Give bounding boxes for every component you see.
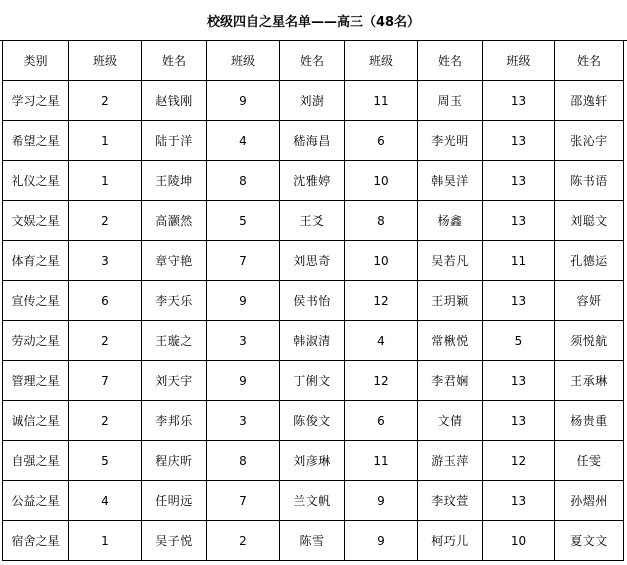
header-name: 姓名 — [555, 41, 624, 81]
class-cell: 11 — [345, 81, 418, 121]
class-cell: 12 — [345, 361, 418, 401]
name-cell: 刘天宇 — [142, 361, 207, 401]
category-cell: 学习之星 — [3, 81, 69, 121]
class-cell: 8 — [345, 201, 418, 241]
header-class: 班级 — [207, 41, 280, 81]
name-cell: 夏文文 — [555, 521, 624, 561]
name-cell: 程庆昕 — [142, 441, 207, 481]
class-cell: 5 — [69, 441, 142, 481]
name-cell: 任雯 — [555, 441, 624, 481]
name-cell: 李邦乐 — [142, 401, 207, 441]
class-cell: 13 — [483, 401, 555, 441]
class-cell: 1 — [69, 161, 142, 201]
class-cell: 13 — [483, 161, 555, 201]
class-cell: 13 — [483, 201, 555, 241]
name-cell: 吴子悦 — [142, 521, 207, 561]
category-cell: 公益之星 — [3, 481, 69, 521]
name-cell: 李光明 — [418, 121, 483, 161]
class-cell: 9 — [207, 81, 280, 121]
table-row — [3, 321, 624, 361]
class-cell: 1 — [69, 121, 142, 161]
table-header-row — [3, 41, 624, 81]
header-class: 班级 — [69, 41, 142, 81]
name-cell: 柯巧儿 — [418, 521, 483, 561]
class-cell: 6 — [345, 401, 418, 441]
name-cell: 侯书怡 — [280, 281, 345, 321]
name-cell: 王爻 — [280, 201, 345, 241]
class-cell: 10 — [345, 241, 418, 281]
class-cell: 8 — [207, 441, 280, 481]
class-cell: 7 — [69, 361, 142, 401]
name-cell: 陈俊文 — [280, 401, 345, 441]
class-cell: 9 — [345, 481, 418, 521]
class-cell: 2 — [207, 521, 280, 561]
class-cell: 4 — [345, 321, 418, 361]
header-class: 班级 — [345, 41, 418, 81]
name-cell: 李君娴 — [418, 361, 483, 401]
name-cell: 王陵坤 — [142, 161, 207, 201]
class-cell: 2 — [69, 321, 142, 361]
name-cell: 韩昊洋 — [418, 161, 483, 201]
name-cell: 须悦航 — [555, 321, 624, 361]
header-name: 姓名 — [418, 41, 483, 81]
name-cell: 周玉 — [418, 81, 483, 121]
table-row — [3, 281, 624, 321]
name-cell: 李玟萱 — [418, 481, 483, 521]
class-cell: 9 — [345, 521, 418, 561]
table-row — [3, 81, 624, 121]
table-row — [3, 161, 624, 201]
name-cell: 王璇之 — [142, 321, 207, 361]
table-row — [3, 121, 624, 161]
name-cell: 陈书语 — [555, 161, 624, 201]
category-cell: 管理之星 — [3, 361, 69, 401]
class-cell: 12 — [345, 281, 418, 321]
table-row — [3, 361, 624, 401]
name-cell: 游玉萍 — [418, 441, 483, 481]
name-cell: 任明远 — [142, 481, 207, 521]
name-cell: 王承琳 — [555, 361, 624, 401]
name-cell: 杨贵重 — [555, 401, 624, 441]
name-cell: 张沁宇 — [555, 121, 624, 161]
class-cell: 1 — [69, 521, 142, 561]
name-cell: 孙熠州 — [555, 481, 624, 521]
category-cell: 文娱之星 — [3, 201, 69, 241]
name-cell: 高灏然 — [142, 201, 207, 241]
category-cell: 体育之星 — [3, 241, 69, 281]
class-cell: 7 — [207, 481, 280, 521]
category-cell: 诚信之星 — [3, 401, 69, 441]
category-cell: 自强之星 — [3, 441, 69, 481]
class-cell: 6 — [345, 121, 418, 161]
class-cell: 13 — [483, 81, 555, 121]
class-cell: 3 — [69, 241, 142, 281]
class-cell: 3 — [207, 321, 280, 361]
name-cell: 李天乐 — [142, 281, 207, 321]
header-name: 姓名 — [142, 41, 207, 81]
name-cell: 韩淑清 — [280, 321, 345, 361]
class-cell: 4 — [207, 121, 280, 161]
name-cell: 容妍 — [555, 281, 624, 321]
header-class: 班级 — [483, 41, 555, 81]
class-cell: 13 — [483, 281, 555, 321]
name-cell: 赵钱刚 — [142, 81, 207, 121]
name-cell: 嵇海昌 — [280, 121, 345, 161]
name-cell: 文倩 — [418, 401, 483, 441]
category-cell: 礼仪之星 — [3, 161, 69, 201]
name-cell: 陆于洋 — [142, 121, 207, 161]
class-cell: 3 — [207, 401, 280, 441]
name-cell: 常楸悦 — [418, 321, 483, 361]
name-cell: 章守艳 — [142, 241, 207, 281]
header-category: 类别 — [3, 41, 69, 81]
category-cell: 宿舍之星 — [3, 521, 69, 561]
class-cell: 13 — [483, 121, 555, 161]
class-cell: 10 — [483, 521, 555, 561]
table-row — [3, 401, 624, 441]
table-row — [3, 441, 624, 481]
category-cell: 劳动之星 — [3, 321, 69, 361]
class-cell: 2 — [69, 81, 142, 121]
class-cell: 11 — [483, 241, 555, 281]
name-cell: 邵逸轩 — [555, 81, 624, 121]
table-row — [3, 201, 624, 241]
name-cell: 陈雪 — [280, 521, 345, 561]
name-cell: 刘聪文 — [555, 201, 624, 241]
category-cell: 希望之星 — [3, 121, 69, 161]
name-cell: 孔德运 — [555, 241, 624, 281]
class-cell: 9 — [207, 361, 280, 401]
table-row — [3, 521, 624, 561]
class-cell: 5 — [207, 201, 280, 241]
stars-table — [2, 40, 624, 561]
class-cell: 10 — [345, 161, 418, 201]
class-cell: 2 — [69, 201, 142, 241]
name-cell: 刘思奇 — [280, 241, 345, 281]
name-cell: 丁俐文 — [280, 361, 345, 401]
class-cell: 2 — [69, 401, 142, 441]
class-cell: 5 — [483, 321, 555, 361]
class-cell: 11 — [345, 441, 418, 481]
class-cell: 12 — [483, 441, 555, 481]
name-cell: 刘彦琳 — [280, 441, 345, 481]
table-row — [3, 241, 624, 281]
class-cell: 13 — [483, 481, 555, 521]
name-cell: 吴若凡 — [418, 241, 483, 281]
class-cell: 6 — [69, 281, 142, 321]
class-cell: 13 — [483, 361, 555, 401]
table-row — [3, 481, 624, 521]
name-cell: 王玥颖 — [418, 281, 483, 321]
class-cell: 9 — [207, 281, 280, 321]
class-cell: 4 — [69, 481, 142, 521]
name-cell: 杨鑫 — [418, 201, 483, 241]
class-cell: 8 — [207, 161, 280, 201]
name-cell: 刘澍 — [280, 81, 345, 121]
class-cell: 7 — [207, 241, 280, 281]
page-title: 校级四自之星名单——高三（48名） — [0, 0, 627, 41]
category-cell: 宣传之星 — [3, 281, 69, 321]
name-cell: 沈雅婷 — [280, 161, 345, 201]
header-name: 姓名 — [280, 41, 345, 81]
name-cell: 兰文帆 — [280, 481, 345, 521]
